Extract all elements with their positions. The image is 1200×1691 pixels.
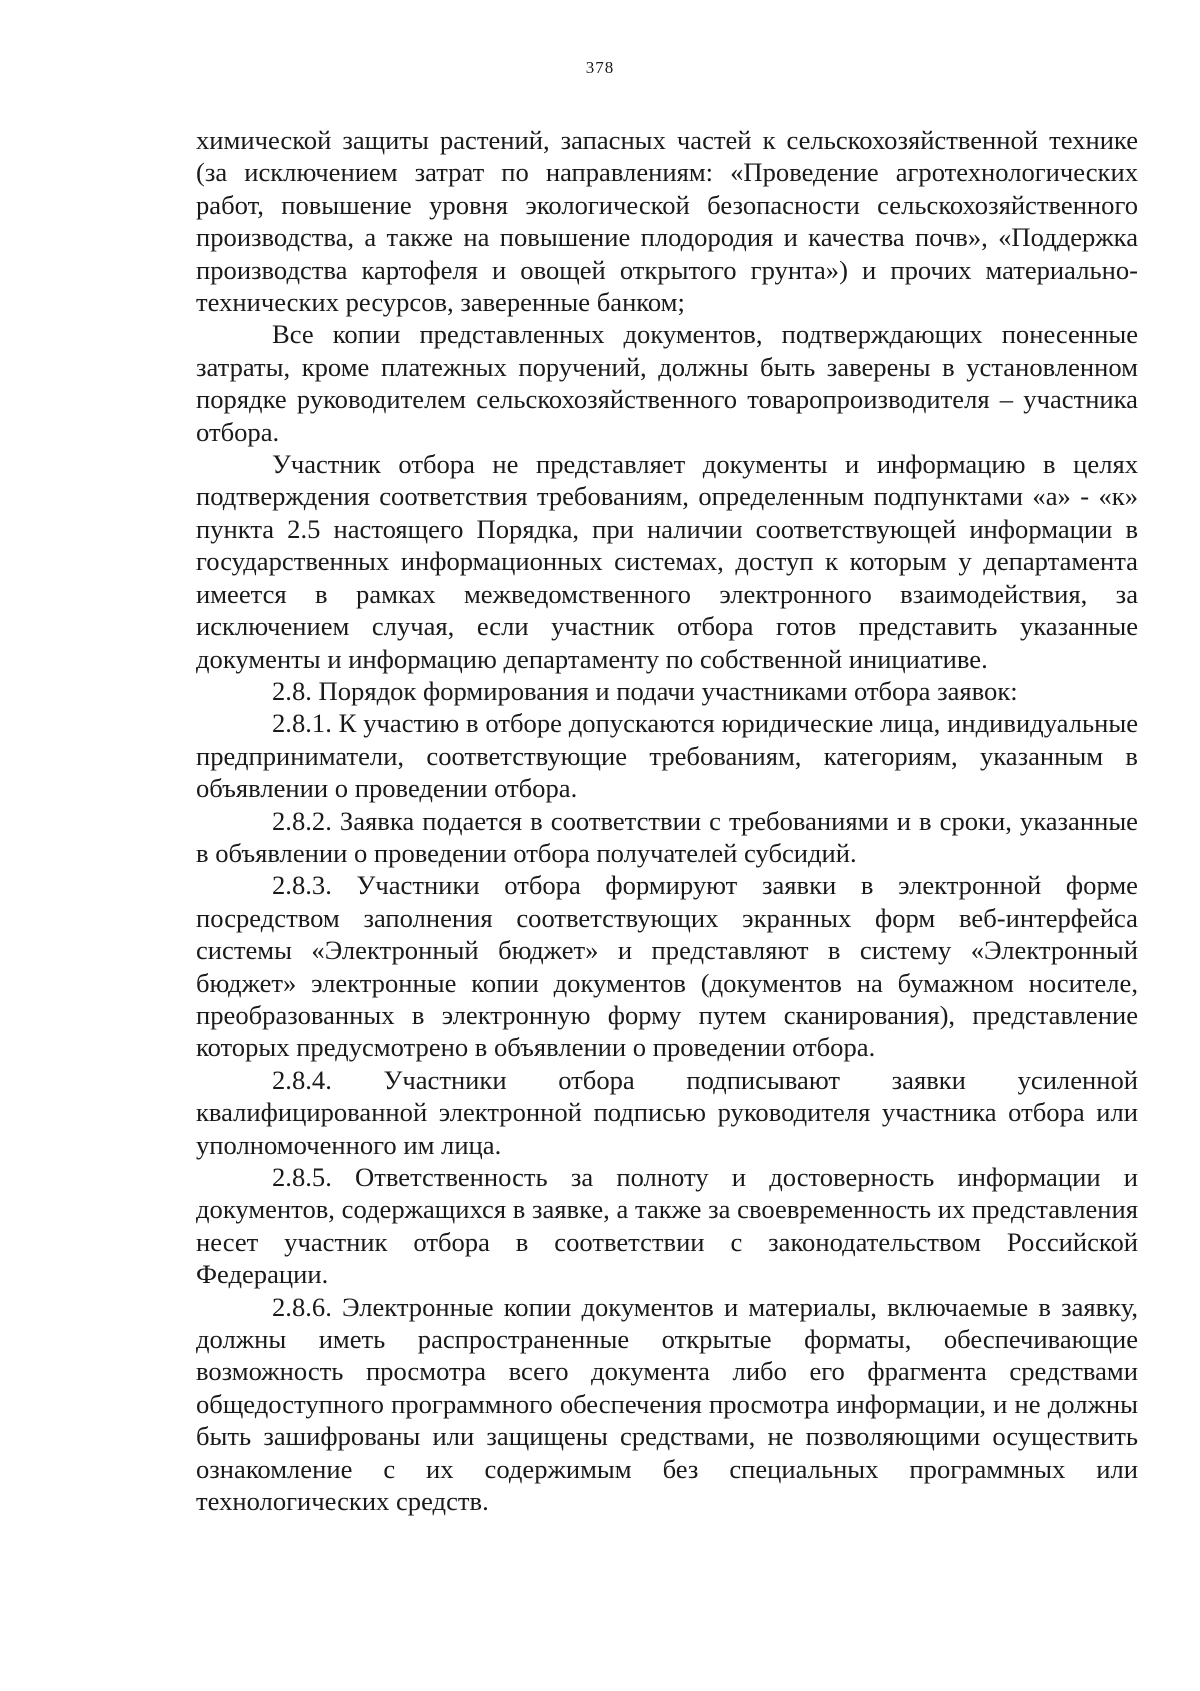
clause-2-8-4: 2.8.4. Участники отбора подписывают заявки усиленной квалифицированной электронной подписью руководителя участника отбора или уполномоченного им лица. [196, 1064, 1138, 1160]
clause-2-8-2: 2.8.2. Заявка подается в соответствии с требованиями и в сроки, указанные в объявлении о проведении отбора получателей субсидий. [196, 805, 1138, 868]
clause-2-8-5: 2.8.5. Ответственность за полноту и достоверность информации и документов, содержащихся в заявке, а также за своевременность их представления несет участник отбора в соответствии с законодательством Российской Федерации. [196, 1162, 1138, 1290]
paragraph-copies-certification: Все копии представленных документов, подтверждающих понесенные затраты, кроме платежных поручений, должны быть заверены в установленном порядке руководителем сельскохозяйственного товаропроизводителя – участника отбора. [196, 319, 1138, 447]
page-number: 378 [585, 58, 615, 77]
paragraph-continuation: химической защиты растений, запасных частей к сельскохозяйственной технике (за исключением затрат по направлениям: «Проведение агротехнологических работ, повышение уровня экологической безопасности сельскохозяйственного производства, а также на повышение плодородия и качества почв», «Поддержка производства картофеля и овощей открытого грунта») и прочих материально-технических ресурсов, заверенные банком; [196, 125, 1138, 318]
section-2-8-heading: 2.8. Порядок формирования и подачи участниками отбора заявок: [272, 675, 1018, 706]
clause-2-8-3: 2.8.3. Участники отбора формируют заявки в электронной форме посредством заполнения соответствующих экранных форм веб-интерфейса системы «Электронный бюджет» и представляют в систему «Электронный бюджет» электронные копии документов (документов на бумажном носителе, преобразованных в электронную форму путем сканирования), представление которых предусмотрено в объявлении о проведении отбора. [196, 870, 1138, 1063]
clause-2-8-6: 2.8.6. Электронные копии документов и материалы, включаемые в заявку, должны иметь распространенные открытые форматы, обеспечивающие возможность просмотра всего документа либо его фрагмента средствами общедоступного программного обеспечения просмотра информации, и не должны быть зашифрованы или защищены средствами, не позволяющими осуществить ознакомление с их содержимым без специальных программных или технологических средств. [196, 1291, 1138, 1517]
document-body [196, 124, 1138, 1517]
paragraph-interagency-info: Участник отбора не представляет документы и информацию в целях подтверждения соответствия требованиям, определенным подпунктами «а» - «к» пункта 2.5 настоящего Порядка, при наличии соответствующей информации в государственных информационных системах, доступ к которым у департамента имеется в рамках межведомственного электронного взаимодействия, за исключением случая, если участник отбора готов представить указанные документы и информацию департаменту по собственной инициативе. [196, 449, 1138, 674]
clause-2-8-1: 2.8.1. К участию в отборе допускаются юридические лица, индивидуальные предприниматели, соответствующие требованиям, категориям, указанным в объявлении о проведении отбора. [196, 708, 1138, 804]
